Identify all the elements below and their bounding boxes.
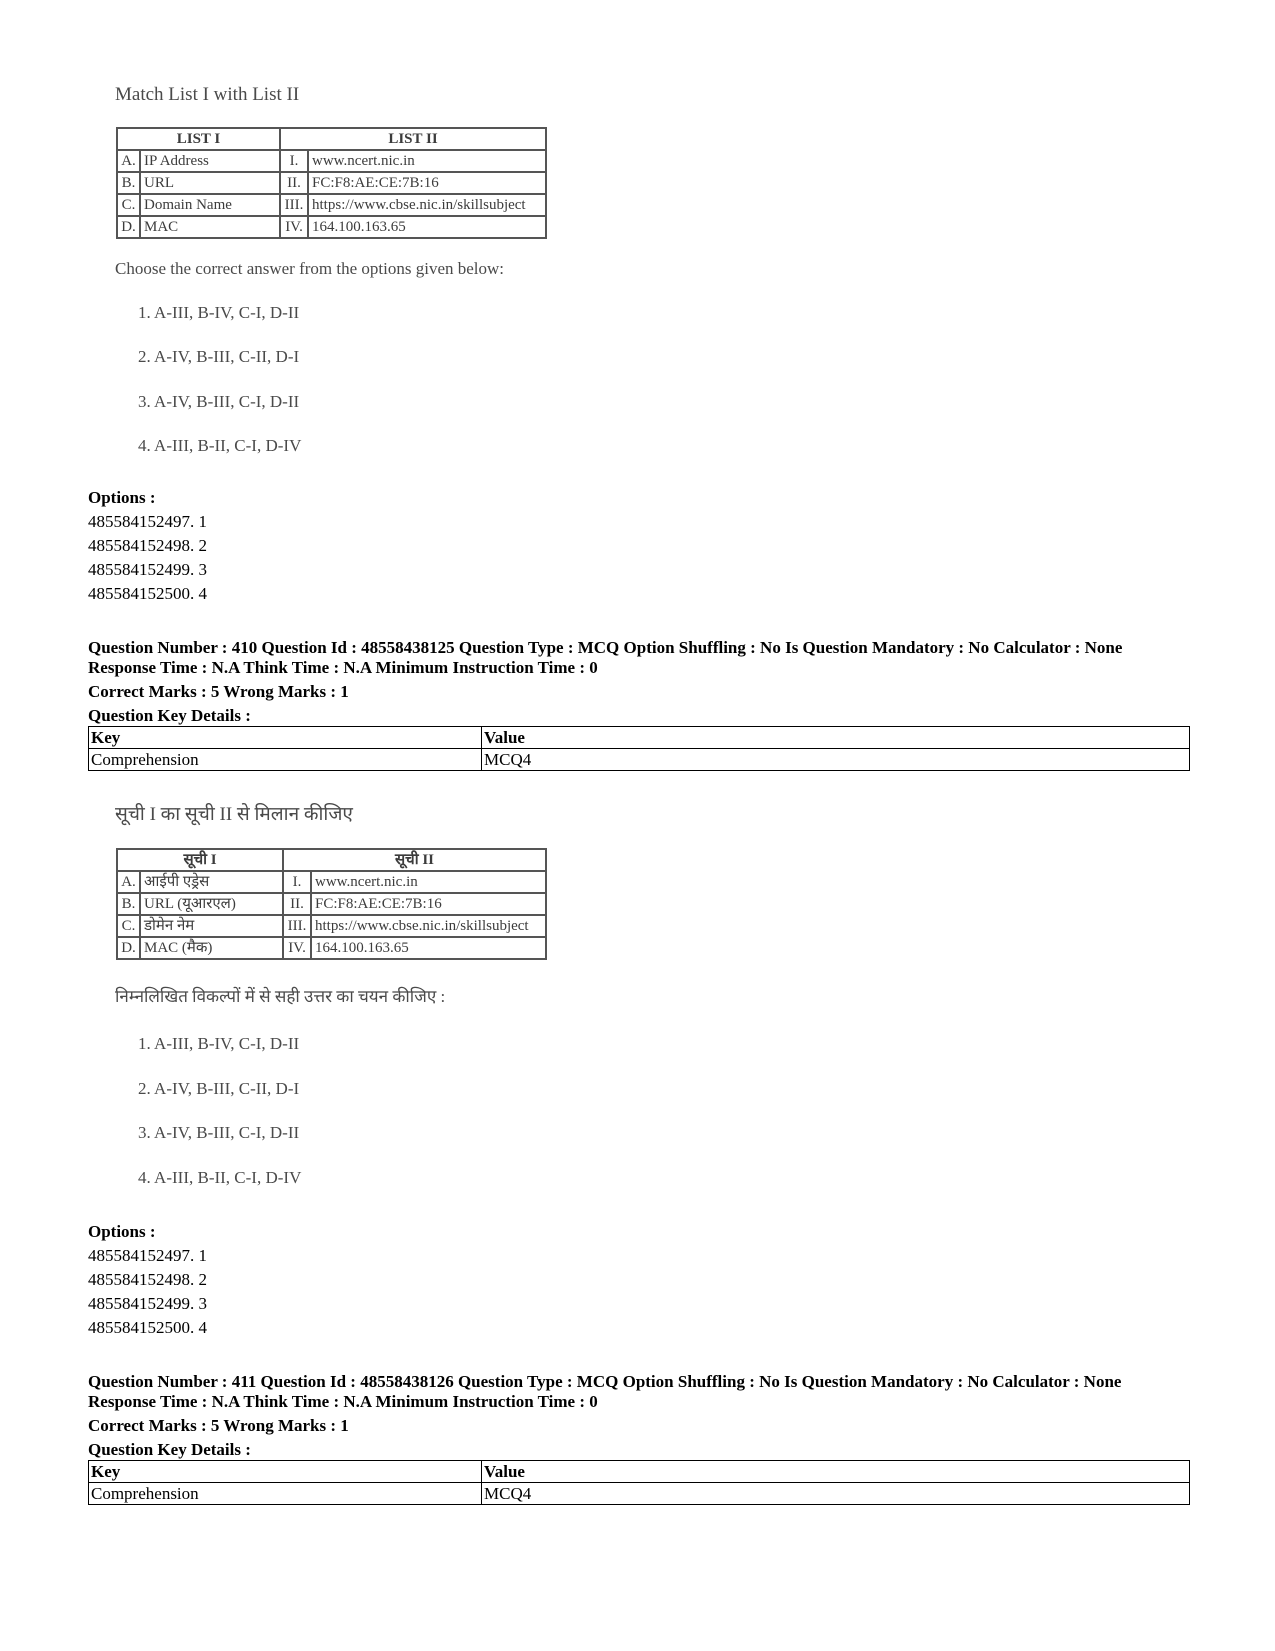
- value-cell: MCQ4: [482, 1483, 1190, 1505]
- list1-cell: URL (यूआरएल): [140, 893, 283, 915]
- key-details-label: Question Key Details :: [88, 1440, 251, 1459]
- match-row: [117, 150, 546, 172]
- list1-cell: आईपी एड्रेस: [140, 871, 283, 893]
- row-letter: D.: [117, 937, 140, 959]
- question-411-meta: [88, 1372, 1121, 1460]
- marks-line: Correct Marks : 5 Wrong Marks : 1: [88, 682, 349, 701]
- question-meta-line: Response Time : N.A Think Time : N.A Minimum Instruction Time : 0: [88, 658, 598, 677]
- key-table-header: [89, 727, 1190, 749]
- key-table-row: [89, 1483, 1190, 1505]
- option-item: 485584152498. 2: [88, 1270, 207, 1289]
- question-meta-line: Response Time : N.A Think Time : N.A Minimum Instruction Time : 0: [88, 1392, 598, 1411]
- match-table: [116, 848, 547, 960]
- row-roman: IV.: [280, 216, 308, 238]
- answer-choice: 4. A-III, B-II, C-I, D-IV: [138, 1168, 302, 1187]
- row-letter: B.: [117, 172, 140, 194]
- question-key-table: [88, 1460, 1190, 1505]
- answer-choice: 4. A-III, B-II, C-I, D-IV: [138, 436, 302, 455]
- list2-cell: https://www.cbse.nic.in/skillsubject: [311, 915, 546, 937]
- value-header: Value: [482, 727, 1190, 749]
- row-roman: I.: [283, 871, 311, 893]
- list1-header: सूची I: [117, 849, 283, 871]
- question-meta-line: Question Number : 410 Question Id : 48558438125 Question Type : MCQ Option Shuffling : No Is Question Mandatory : No Calculator : None: [88, 638, 1123, 657]
- option-item: 485584152499. 3: [88, 1294, 207, 1313]
- match-title: Match List I with List II: [115, 84, 300, 105]
- key-header: Key: [89, 1461, 482, 1483]
- key-table-row: [89, 749, 1190, 771]
- question-meta-line: Question Number : 411 Question Id : 48558438126 Question Type : MCQ Option Shuffling : No Is Question Mandatory : No Calculator : None: [88, 1372, 1122, 1391]
- row-roman: II.: [280, 172, 308, 194]
- row-letter: D.: [117, 216, 140, 238]
- options-label: Options :: [88, 1222, 156, 1241]
- match-row: [117, 216, 546, 238]
- list1-cell: MAC: [140, 216, 280, 238]
- question-410-meta: [88, 638, 1122, 726]
- key-cell: Comprehension: [89, 749, 482, 771]
- option-item: 485584152499. 3: [88, 560, 207, 579]
- row-roman: III.: [283, 915, 311, 937]
- list1-cell: URL: [140, 172, 280, 194]
- answer-choice: 2. A-IV, B-III, C-II, D-I: [138, 347, 300, 366]
- list1-cell: Domain Name: [140, 194, 280, 216]
- row-letter: A.: [117, 871, 140, 893]
- answer-choice: 3. A-IV, B-III, C-I, D-II: [138, 392, 300, 411]
- list2-header: LIST II: [280, 128, 546, 150]
- match-row: [117, 893, 546, 915]
- list2-cell: https://www.cbse.nic.in/skillsubject: [308, 194, 546, 216]
- match-table-header: [117, 849, 546, 871]
- match-row: [117, 915, 546, 937]
- options-section: [88, 1220, 207, 1340]
- answer-choice: 1. A-III, B-IV, C-I, D-II: [138, 303, 300, 322]
- answer-choice: 2. A-IV, B-III, C-II, D-I: [138, 1079, 300, 1098]
- row-letter: C.: [117, 194, 140, 216]
- options-label: Options :: [88, 488, 156, 507]
- list2-cell: FC:F8:AE:CE:7B:16: [311, 893, 546, 915]
- match-row: [117, 172, 546, 194]
- list1-header: LIST I: [117, 128, 280, 150]
- list2-cell: 164.100.163.65: [308, 216, 546, 238]
- list1-cell: डोमेन नेम: [140, 915, 283, 937]
- row-letter: A.: [117, 150, 140, 172]
- match-row: [117, 194, 546, 216]
- row-roman: I.: [280, 150, 308, 172]
- row-letter: C.: [117, 915, 140, 937]
- answer-choice: 1. A-III, B-IV, C-I, D-II: [138, 1034, 300, 1053]
- list1-cell: MAC (मैक): [140, 937, 283, 959]
- option-item: 485584152500. 4: [88, 584, 207, 603]
- key-table-header: [89, 1461, 1190, 1483]
- options-section: [88, 486, 207, 606]
- choose-instruction: Choose the correct answer from the options given below:: [115, 259, 505, 278]
- row-roman: II.: [283, 893, 311, 915]
- choose-instruction: निम्नलिखित विकल्पों में से सही उत्तर का चयन कीजिए :: [115, 987, 446, 1006]
- row-roman: IV.: [283, 937, 311, 959]
- row-letter: B.: [117, 893, 140, 915]
- list1-cell: IP Address: [140, 150, 280, 172]
- option-item: 485584152497. 1: [88, 1246, 207, 1265]
- marks-line: Correct Marks : 5 Wrong Marks : 1: [88, 1416, 349, 1435]
- option-item: 485584152498. 2: [88, 536, 207, 555]
- list2-cell: 164.100.163.65: [311, 937, 546, 959]
- value-header: Value: [482, 1461, 1190, 1483]
- key-cell: Comprehension: [89, 1483, 482, 1505]
- question-key-table: [88, 726, 1190, 771]
- list2-cell: www.ncert.nic.in: [311, 871, 546, 893]
- list2-header: सूची II: [283, 849, 546, 871]
- match-title: सूची I का सूची II से मिलान कीजिए: [115, 804, 353, 825]
- match-table: [116, 127, 547, 239]
- answer-choice: 3. A-IV, B-III, C-I, D-II: [138, 1123, 300, 1142]
- option-item: 485584152497. 1: [88, 512, 207, 531]
- key-header: Key: [89, 727, 482, 749]
- value-cell: MCQ4: [482, 749, 1190, 771]
- key-details-label: Question Key Details :: [88, 706, 251, 725]
- option-item: 485584152500. 4: [88, 1318, 207, 1337]
- match-row: [117, 937, 546, 959]
- list2-cell: www.ncert.nic.in: [308, 150, 546, 172]
- list2-cell: FC:F8:AE:CE:7B:16: [308, 172, 546, 194]
- row-roman: III.: [280, 194, 308, 216]
- match-row: [117, 871, 546, 893]
- match-table-header: [117, 128, 546, 150]
